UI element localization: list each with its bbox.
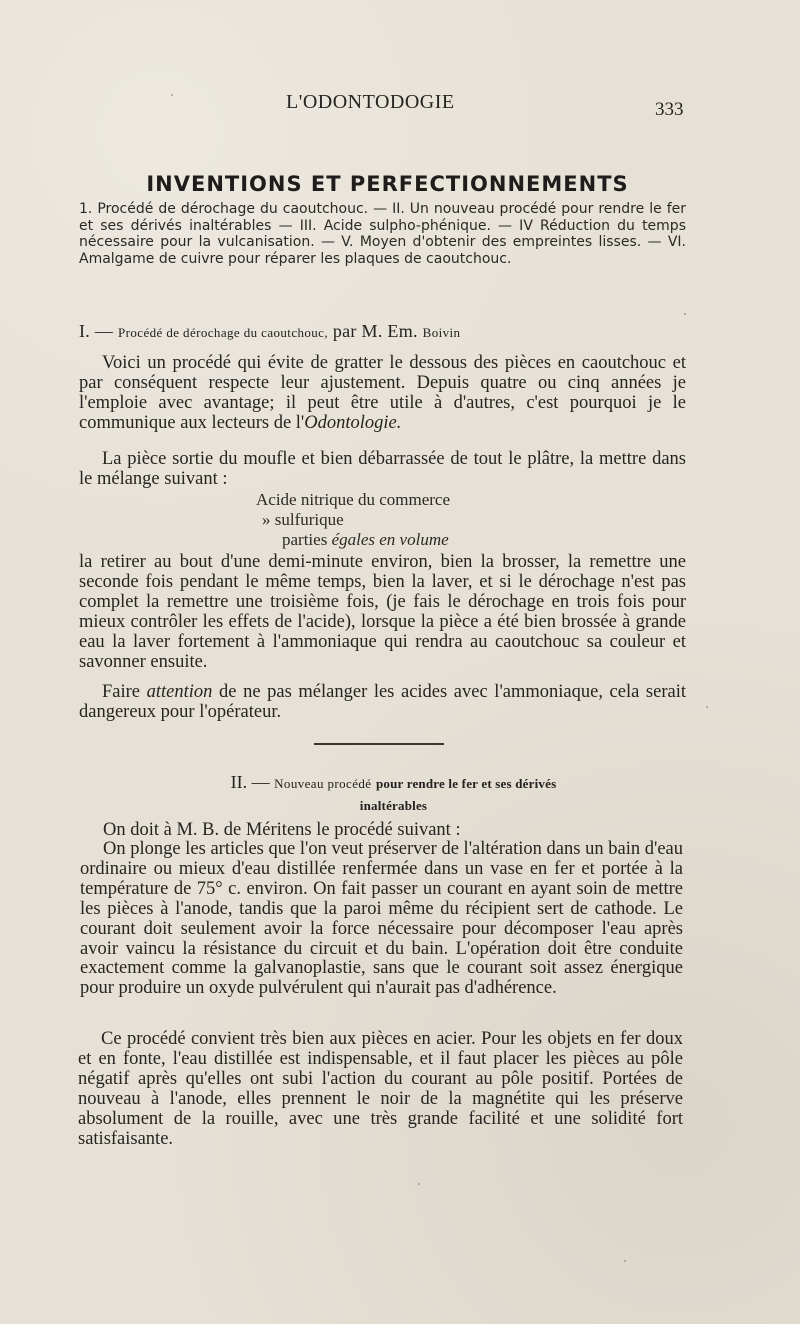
section-2-paragraph-3: Ce procédé convient très bien aux pièces en acier. Pour les objets en fer doux et en fonte, l'eau distillée est indispensable, et il faut placer les pièces au pôle négatif après qu'elles ont subi l'action du courant au pôle positif. Portées de nouveau à l'anode, elles prennent le noir de la magnétite qui les préserve absolument de la rouille, avec une très grande facilité et une solidité fort satisfaisante. [78, 1029, 683, 1149]
section-1-paragraph-3: la retirer au bout d'une demi-minute environ, bien la brosser, la remettre une seconde fois pendant le même temps, bien la laver, et si le dérochage n'est pas complet la remettre une troisième fois, (je fais le dérochage en trois fois pour mieux contrôler les effets de l'acide), lorsque la pièce a été bien brossée à grande eau la laver fortement à l'ammoniaque qui rendra au caoutchouc sa couleur et savonner ensuite. [79, 552, 686, 672]
author-name: Boivin [422, 325, 461, 340]
paper-speck [624, 1260, 626, 1262]
section-2-title-line-2: inaltérables [359, 798, 428, 813]
journal-name: Odontologie. [304, 412, 402, 433]
paper-speck [684, 313, 686, 315]
paper-speck [706, 706, 708, 708]
running-head [0, 91, 800, 121]
section-1-title: Procédé de dérochage du caoutchouc, [118, 325, 329, 340]
section-2-number: II. — [230, 772, 270, 792]
paper-speck [171, 94, 173, 96]
attention-emphasis: attention [146, 682, 213, 702]
section-2-heading [116, 772, 671, 816]
running-title: L'ODONTODOGIE [286, 91, 455, 113]
section-1-number: I. — [79, 321, 114, 341]
section-summary: 1. Procédé de dérochage du caoutchouc. — II. Un nouveau procédé pour rendre le fer et ses dérivés inaltérables — III. Acide sulpho-phénique. — IV Réduction du temps nécessaire pour la vulcanisation. — V. Moyen d'obtenir des empreintes lisses. — VI. Amalgame de cuivre pour réparer les plaques de caoutchouc. [79, 201, 686, 267]
section-1-paragraph-4 [79, 683, 686, 723]
recipe-line-3-emphasis: égales en volume [331, 530, 449, 549]
author-initials: M. Em. [361, 321, 418, 341]
section-2-title-end: pour rendre le fer et ses dérivés [375, 776, 557, 791]
section-1-paragraph-1-text: Voici un procédé qui évite de gratter le dessous des pièces en caoutchouc et par conséquent respecte leur ajustement. Depuis quatre ou cinq années je l'emploie avec avantage; il peut être utile à d'autres, c'est pourquoi je le communique aux lecteurs de l' [79, 353, 686, 433]
section-2-title-start: Nouveau procédé [274, 776, 372, 791]
recipe-line-2: » sulfurique [262, 510, 344, 529]
section-1-paragraph-1 [79, 354, 686, 434]
recipe-line-1: Acide nitrique du commerce [256, 490, 451, 509]
recipe-block [256, 490, 556, 550]
section-1-paragraph-4-start: Faire [102, 682, 147, 702]
section-2-paragraph-2: On plonge les articles que l'on veut préserver de l'altération dans un bain d'eau ordinaire ou mieux d'eau distillée renfermée dans un vase en fer et portée à la température de 75° c. environ. On fait passer un courant en ayant soin de mettre les pièces à l'anode, tandis que la paroi même du récipient sert de cathode. Le courant doit seulement avoir la force nécessaire pour décomposer l'eau après avoir vaincu la résistance du circuit et du bain. L'opération doit être conduite exactement comme la galvanoplastie, sans que le courant soit assez énergique pour produire un oxyde pulvérulent qui n'aurait pas d'adhérence. [80, 839, 683, 999]
page-number: 333 [655, 99, 684, 120]
section-1-paragraph-4-end: de ne pas mélanger les acides avec l'ammoniaque, cela serait dangereux pour l'opérateur. [79, 682, 686, 722]
main-title: INVENTIONS ET PERFECTIONNEMENTS [146, 172, 629, 197]
recipe-line-3 [256, 530, 556, 550]
section-1-heading [79, 321, 691, 342]
paper-speck [418, 1183, 420, 1185]
section-1-paragraph-2: La pièce sortie du moufle et bien débarrassée de tout le plâtre, la mettre dans le mélange suivant : [79, 449, 686, 489]
section-divider [314, 743, 444, 745]
recipe-line-3-prefix: parties [282, 530, 332, 549]
section-2-paragraph-1: On doit à M. B. de Méritens le procédé suivant : [103, 820, 461, 840]
section-1-byline: par [332, 321, 357, 341]
